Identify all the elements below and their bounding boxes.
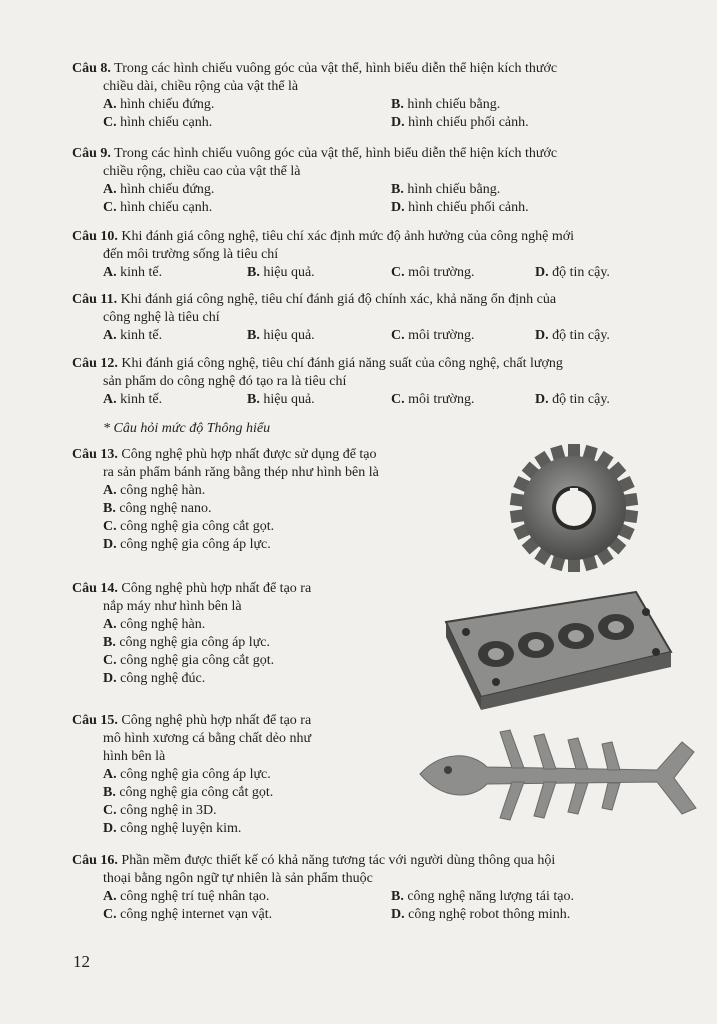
option-d[interactable]: D. độ tin cậy. xyxy=(535,265,610,280)
section-label: * Câu hỏi mức độ Thông hiểu xyxy=(103,421,271,436)
option-b[interactable]: B. hình chiếu bằng. xyxy=(391,182,501,197)
question-number: Câu 14. xyxy=(72,581,118,596)
option-a[interactable]: A. công nghệ gia công áp lực. xyxy=(103,767,271,782)
question-text: Công nghệ phù hợp nhất để tạo ra xyxy=(121,581,312,596)
option-d[interactable]: D. độ tin cậy. xyxy=(535,392,610,407)
question-number: Câu 12. xyxy=(72,356,118,371)
option-d[interactable]: D. hình chiếu phối cảnh. xyxy=(391,200,529,215)
question-number: Câu 16. xyxy=(72,853,118,868)
question-text-cont: nắp máy như hình bên là xyxy=(103,599,242,614)
options xyxy=(72,391,697,409)
question-text: Khi đánh giá công nghệ, tiêu chí đánh giá độ chính xác, khả năng ổn định của xyxy=(120,292,557,307)
question-text-cont: công nghệ là tiêu chí xyxy=(103,310,220,325)
option-c[interactable]: C. môi trường. xyxy=(391,392,475,407)
question-number: Câu 11. xyxy=(72,292,118,307)
question-12 xyxy=(72,355,697,409)
question-text: Công nghệ phù hợp nhất để tạo ra xyxy=(121,713,312,728)
question-number: Câu 13. xyxy=(72,447,118,462)
question-9 xyxy=(72,145,697,217)
question-number: Câu 15. xyxy=(72,713,118,728)
option-c[interactable]: C. công nghệ gia công cắt gọt. xyxy=(103,653,275,668)
option-a[interactable]: A. công nghệ trí tuệ nhân tạo. xyxy=(103,889,270,904)
question-text-cont: đến môi trường sống là tiêu chí xyxy=(103,247,279,262)
question-text: Trong các hình chiếu vuông góc của vật thể, hình biểu diễn thể hiện kích thước xyxy=(114,61,558,76)
option-b[interactable]: B. công nghệ gia công cắt gọt. xyxy=(103,785,274,800)
question-8 xyxy=(72,60,697,132)
question-14 xyxy=(72,580,472,688)
question-text: Công nghệ phù hợp nhất được sử dụng để tạo xyxy=(121,447,377,462)
option-b[interactable]: B. công nghệ gia công áp lực. xyxy=(103,635,270,650)
options xyxy=(72,482,492,554)
question-text: Phần mềm được thiết kế có khả năng tương tác với người dùng thông qua hội xyxy=(121,853,556,868)
option-b[interactable]: B. công nghệ năng lượng tái tạo. xyxy=(391,889,574,904)
fish-skeleton-figure xyxy=(412,722,702,827)
option-d[interactable]: D. hình chiếu phối cảnh. xyxy=(391,115,529,130)
question-13 xyxy=(72,446,492,554)
question-16 xyxy=(72,852,697,924)
option-a[interactable]: A. kinh tế. xyxy=(103,265,163,280)
cylinder-head-figure xyxy=(436,582,676,712)
option-a[interactable]: A. hình chiếu đứng. xyxy=(103,97,215,112)
question-10 xyxy=(72,228,697,282)
option-c[interactable]: C. môi trường. xyxy=(391,328,475,343)
option-b[interactable]: B. hình chiếu bằng. xyxy=(391,97,501,112)
option-c[interactable]: C. công nghệ gia công cắt gọt. xyxy=(103,519,275,534)
option-b[interactable]: B. hiệu quả. xyxy=(247,265,315,280)
question-number: Câu 8. xyxy=(72,61,111,76)
question-text-cont: ra sản phẩm bánh răng bằng thép như hình bên là xyxy=(103,465,379,480)
option-c[interactable]: C. hình chiếu cạnh. xyxy=(103,200,213,215)
option-d[interactable]: D. công nghệ gia công áp lực. xyxy=(103,537,271,552)
options xyxy=(72,264,697,282)
question-text-cont: sản phẩm do công nghệ đó tạo ra là tiêu chí xyxy=(103,374,347,389)
option-c[interactable]: C. công nghệ in 3D. xyxy=(103,803,217,818)
option-d[interactable]: D. độ tin cậy. xyxy=(535,328,610,343)
question-text: Trong các hình chiếu vuông góc của vật thể, hình biểu diễn thể hiện kích thước xyxy=(114,146,558,161)
options xyxy=(72,181,697,217)
option-a[interactable]: A. kinh tế. xyxy=(103,392,163,407)
option-d[interactable]: D. công nghệ luyện kim. xyxy=(103,821,242,836)
question-text-cont: mô hình xương cá bằng chất dẻo như xyxy=(103,731,312,746)
option-a[interactable]: A. công nghệ hàn. xyxy=(103,483,206,498)
question-text-cont-2: hình bên là xyxy=(103,749,166,764)
option-b[interactable]: B. công nghệ nano. xyxy=(103,501,212,516)
question-text-cont: thoại bằng ngôn ngữ tự nhiên là sản phẩm thuộc xyxy=(103,871,373,886)
option-c[interactable]: C. công nghệ internet vạn vật. xyxy=(103,907,273,922)
option-d[interactable]: D. công nghệ robot thông minh. xyxy=(391,907,571,922)
question-text-cont: chiều rộng, chiều cao của vật thể là xyxy=(103,164,301,179)
options xyxy=(72,888,697,924)
option-c[interactable]: C. hình chiếu cạnh. xyxy=(103,115,213,130)
option-b[interactable]: B. hiệu quả. xyxy=(247,392,315,407)
option-c[interactable]: C. môi trường. xyxy=(391,265,475,280)
options xyxy=(72,96,697,132)
page-number: 12 xyxy=(73,952,90,971)
option-a[interactable]: A. công nghệ hàn. xyxy=(103,617,206,632)
options xyxy=(72,327,697,345)
question-text: Khi đánh giá công nghệ, tiêu chí đánh giá năng suất của công nghệ, chất lượng xyxy=(121,356,563,371)
option-a[interactable]: A. kinh tế. xyxy=(103,328,163,343)
options xyxy=(72,616,472,688)
question-text-cont: chiều dài, chiều rộng của vật thể là xyxy=(103,79,299,94)
question-number: Câu 9. xyxy=(72,146,111,161)
question-number: Câu 10. xyxy=(72,229,118,244)
question-11 xyxy=(72,291,697,345)
question-text: Khi đánh giá công nghệ, tiêu chí xác định mức độ ảnh hưởng của công nghệ mới xyxy=(121,229,574,244)
option-b[interactable]: B. hiệu quả. xyxy=(247,328,315,343)
gear-figure xyxy=(506,440,642,576)
option-d[interactable]: D. công nghệ đúc. xyxy=(103,671,206,686)
option-a[interactable]: A. hình chiếu đứng. xyxy=(103,182,215,197)
